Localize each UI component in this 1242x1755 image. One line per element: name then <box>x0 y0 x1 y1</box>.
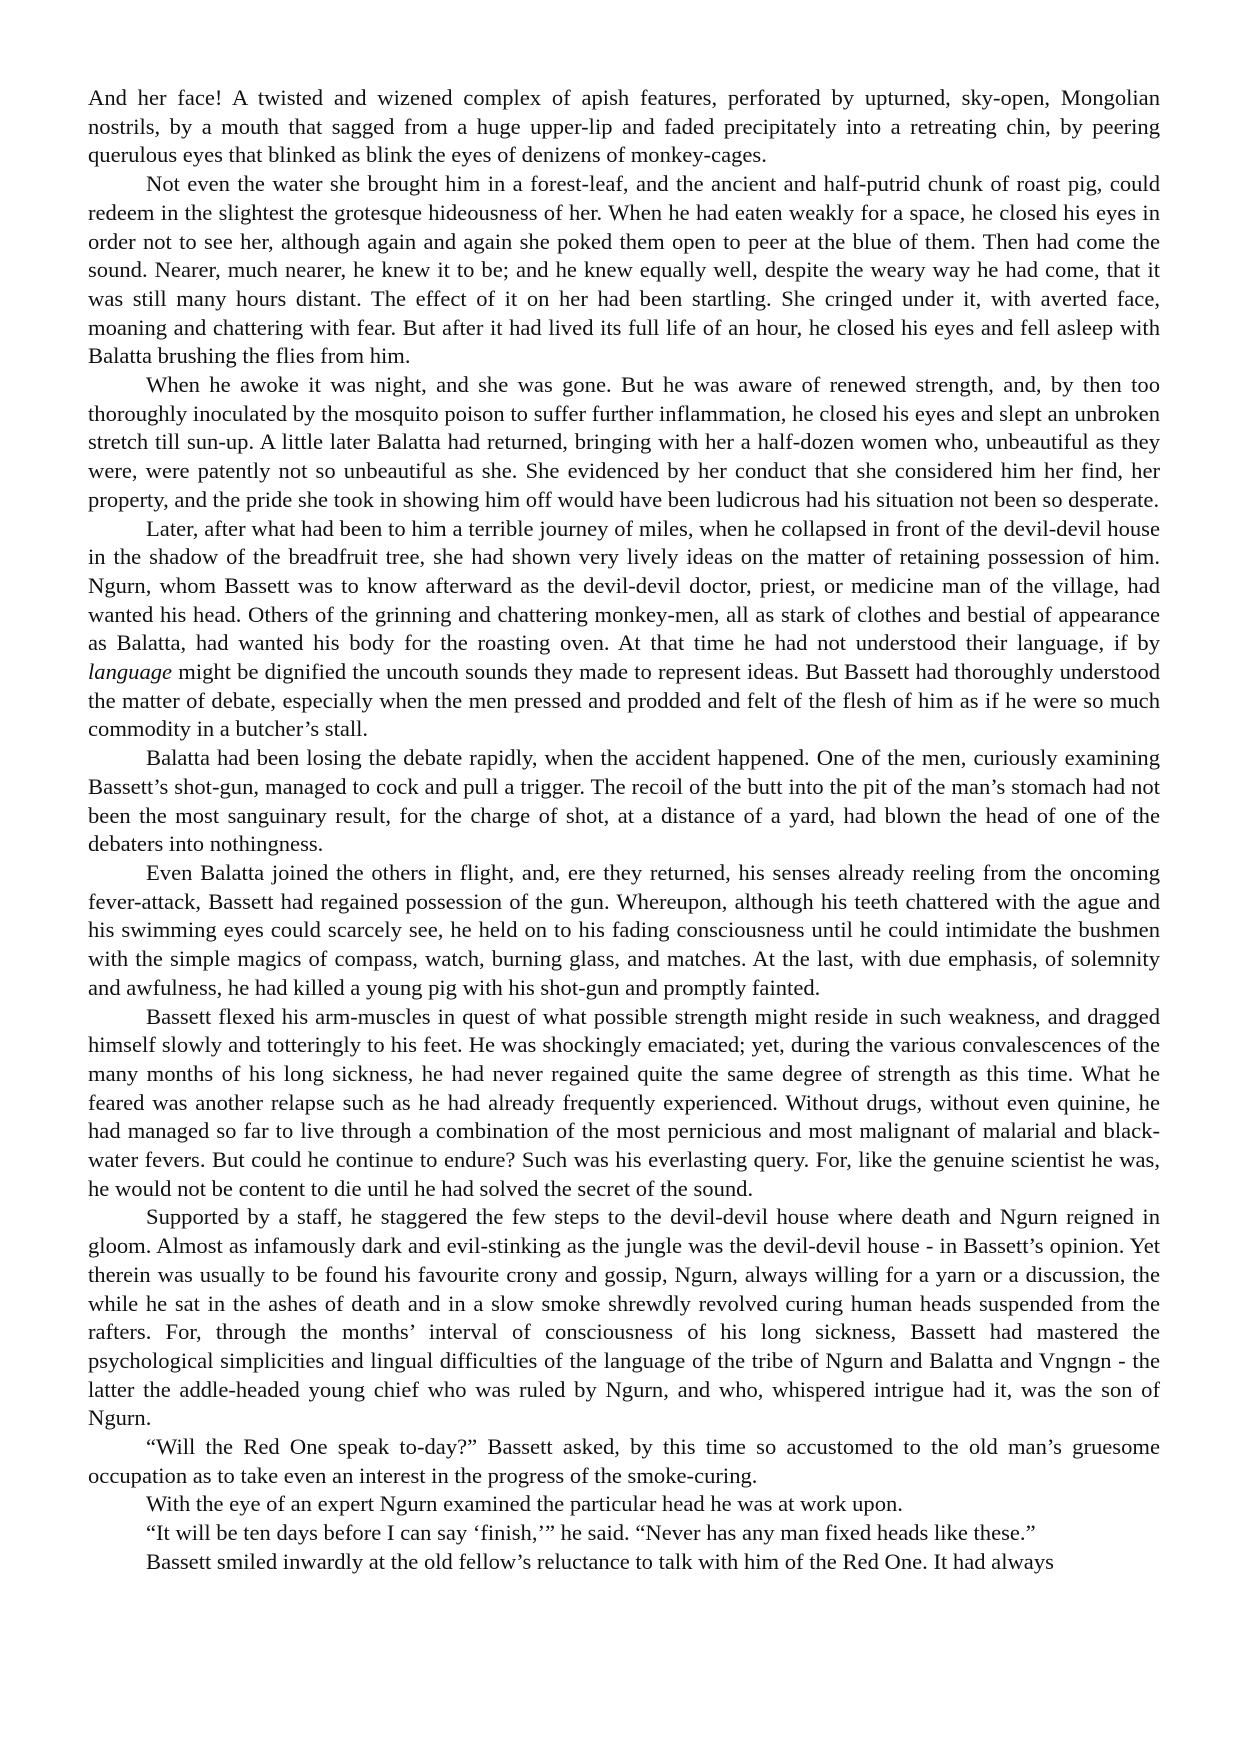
paragraph-11: “It will be ten days before I can say ‘finish,’” he said. “Never has any man fixed heads like these.” <box>146 1520 1036 1546</box>
paragraph-5: Balatta had been losing the debate rapidly, when the accident happened. One of the men, curiously examining Bassett’s shot-gun, managed to cock and pull a trigger. The recoil of the butt into the pit of the man’s stomach had not been the most sanguinary result, for the charge of shot, at a distance of a yard, had blown the head of one of the debaters into nothingness. <box>88 745 1160 857</box>
paragraph-4-text-before: Later, after what had been to him a terrible journey of miles, when he collapsed in front of the devil-devil house in the shadow of the breadfruit tree, she had shown very lively ideas on the matter of retaining possession of him. Ngurn, whom Bassett was to know afterward as the devil-devil doctor, priest, or medicine man of the village, had wanted his head. Others of the grinning and chattering monkey-men, all as stark of clothes and bestial of appearance as Balatta, had wanted his body for the roasting oven. At that time he had not understood their language, if by <box>88 515 1160 656</box>
paragraph-10: With the eye of an expert Ngurn examined the particular head he was at work upon. <box>146 1491 903 1517</box>
paragraph-2: Not even the water she brought him in a forest-leaf, and the ancient and half-putrid chunk of roast pig, could redeem in the slightest the grotesque hideousness of her. When he had eaten weakly for a space, he closed his eyes in order not to see her, although again and again she poked them open to peer at the blue of them. Then had come the sound. Nearer, much nearer, he knew it to be; and he knew equally well, despite the weary way he had come, that it was still many hours distant. The effect of it on her had been startling. She cringed under it, with averted face, moaning and chattering with fear. But after it had lived its full life of an hour, he closed his eyes and fell asleep with Balatta brushing the flies from him. <box>88 171 1160 369</box>
document-page <box>88 84 1160 1577</box>
paragraph-8: Supported by a staff, he staggered the few steps to the devil-devil house where death and Ngurn reigned in gloom. Almost as infamously dark and evil-stinking as the jungle was the devil-devil house - in Bassett’s opinion. Yet therein was usually to be found his favourite crony and gossip, Ngurn, always willing for a yarn or a discussion, the while he sat in the ashes of death and in a slow smoke shrewdly revolved curing human heads suspended from the rafters. For, through the months’ interval of consciousness of his long sickness, Bassett had mastered the psychological simplicities and lingual difficulties of the language of the tribe of Ngurn and Balatta and Vngngn - the latter the addle-headed young chief who was ruled by Ngurn, and who, whispered intrigue had it, was the son of Ngurn. <box>88 1204 1160 1431</box>
paragraph-12: Bassett smiled inwardly at the old fellow’s reluctance to talk with him of the Red One. It had always <box>146 1548 1054 1574</box>
paragraph-4-text-after: might be dignified the uncouth sounds they made to represent ideas. But Bassett had thoroughly understood the matter of debate, especially when the men pressed and prodded and felt of the flesh of him as if he were so much commodity in a butcher’s stall. <box>88 659 1160 742</box>
paragraph-3: When he awoke it was night, and she was gone. But he was aware of renewed strength, and, by then too thoroughly inoculated by the mosquito poison to suffer further inflammation, he closed his eyes and slept an unbroken stretch till sun-up. A little later Balatta had returned, bringing with her a half-dozen women who, unbeautiful as they were, were patently not so unbeautiful as she. She evidenced by her conduct that she considered him her find, her property, and the pride she took in showing him off would have been ludicrous had his situation not been so desperate. <box>88 372 1160 512</box>
emphasized-word-language: language <box>88 659 173 685</box>
paragraph-4 <box>88 515 1160 745</box>
paragraph-9: “Will the Red One speak to-day?” Bassett asked, by this time so accustomed to the old man’s gruesome occupation as to take even an interest in the progress of the smoke-curing. <box>88 1434 1160 1488</box>
paragraph-6: Even Balatta joined the others in flight, and, ere they returned, his senses already reeling from the oncoming fever-attack, Bassett had regained possession of the gun. Whereupon, although his teeth chattered with the ague and his swimming eyes could scarcely see, he held on to his fading consciousness until he could intimidate the bushmen with the simple magics of compass, watch, burning glass, and matches. At the last, with due emphasis, of solemnity and awfulness, he had killed a young pig with his shot-gun and promptly fainted. <box>88 859 1160 1000</box>
paragraph-7: Bassett flexed his arm-muscles in quest of what possible strength might reside in such weakness, and dragged himself slowly and totteringly to his feet. He was shockingly emaciated; yet, during the various convalescences of the many months of his long sickness, he had never regained quite the same degree of strength as this time. What he feared was another relapse such as he had already frequently experienced. Without drugs, without even quinine, he had managed so far to live through a combination of the most pernicious and most malignant of malarial and black-water fevers. But could he continue to endure? Such was his everlasting query. For, like the genuine scientist he was, he would not be content to die until he had solved the secret of the sound. <box>88 1003 1160 1201</box>
paragraph-1: And her face! A twisted and wizened complex of apish features, perforated by upturned, sky-open, Mongolian nostrils, by a mouth that sagged from a huge upper-lip and faded precipitately into a retreating chin, by peering querulous eyes that blinked as blink the eyes of denizens of monkey-cages. <box>88 85 1160 168</box>
